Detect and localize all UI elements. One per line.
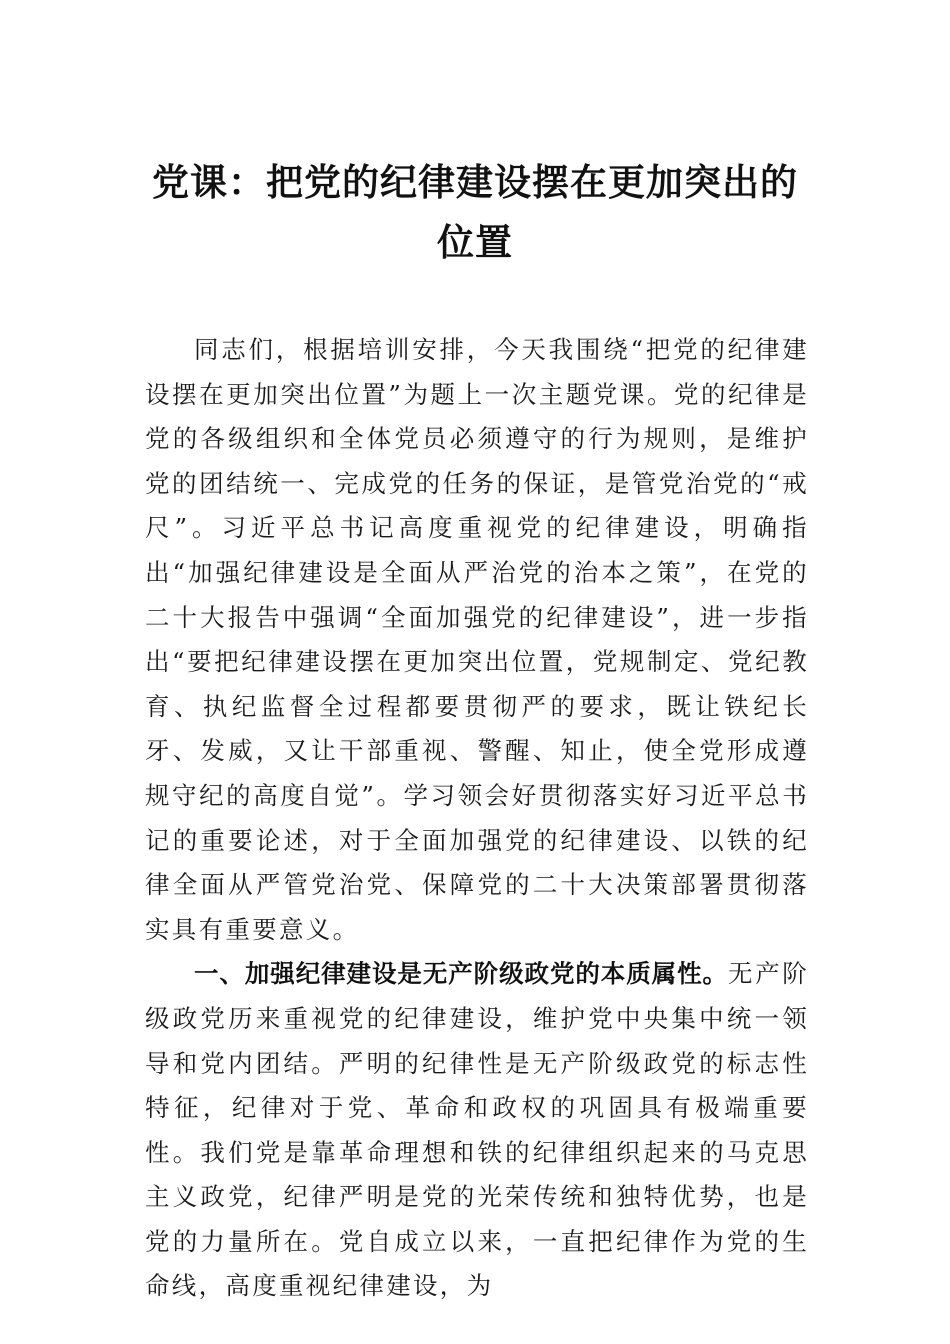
section-1-paragraph: [145, 952, 809, 1309]
document-body: [145, 328, 809, 1309]
document-title: 党课：把党的纪律建设摆在更加突出的位置: [152, 160, 798, 264]
section-1-text: 无产阶级政党历来重视党的纪律建设，维护党中央集中统一领导和党内团结。严明的纪律性是无产阶级政党的标志性特征，纪律对于党、革命和政权的巩固具有极端重要性。我们党是靠革命理想和铁的纪律组织起来的马克思主义政党，纪律严明是党的光荣传统和独特优势，也是党的力量所在。党自成立以来，一直把纪律作为党的生命线，高度重视纪律建设，为: [145, 959, 809, 1301]
section-1-heading: 一、加强纪律建设是无产阶级政党的本质属性。: [194, 959, 728, 989]
intro-paragraph: 同志们，根据培训安排，今天我围绕“把党的纪律建设摆在更加突出位置”为题上一次主题党课。党的纪律是党的各级组织和全体党员必须遵守的行为规则，是维护党的团结统一、完成党的任务的保证，是管党治党的“戒尺”。习近平总书记高度重视党的纪律建设，明确指出“加强纪律建设是全面从严治党的治本之策”，在党的二十大报告中强调“全面加强党的纪律建设”，进一步指出“要把纪律建设摆在更加突出位置，党规制定、党纪教育、执纪监督全过程都要贯彻严的要求，既让铁纪长牙、发威，又让干部重视、警醒、知止，使全党形成遵规守纪的高度自觉”。学习领会好贯彻落实好习近平总书记的重要论述，对于全面加强党的纪律建设、以铁的纪律全面从严管党治党、保障党的二十大决策部署贯彻落实具有重要意义。: [145, 335, 809, 944]
